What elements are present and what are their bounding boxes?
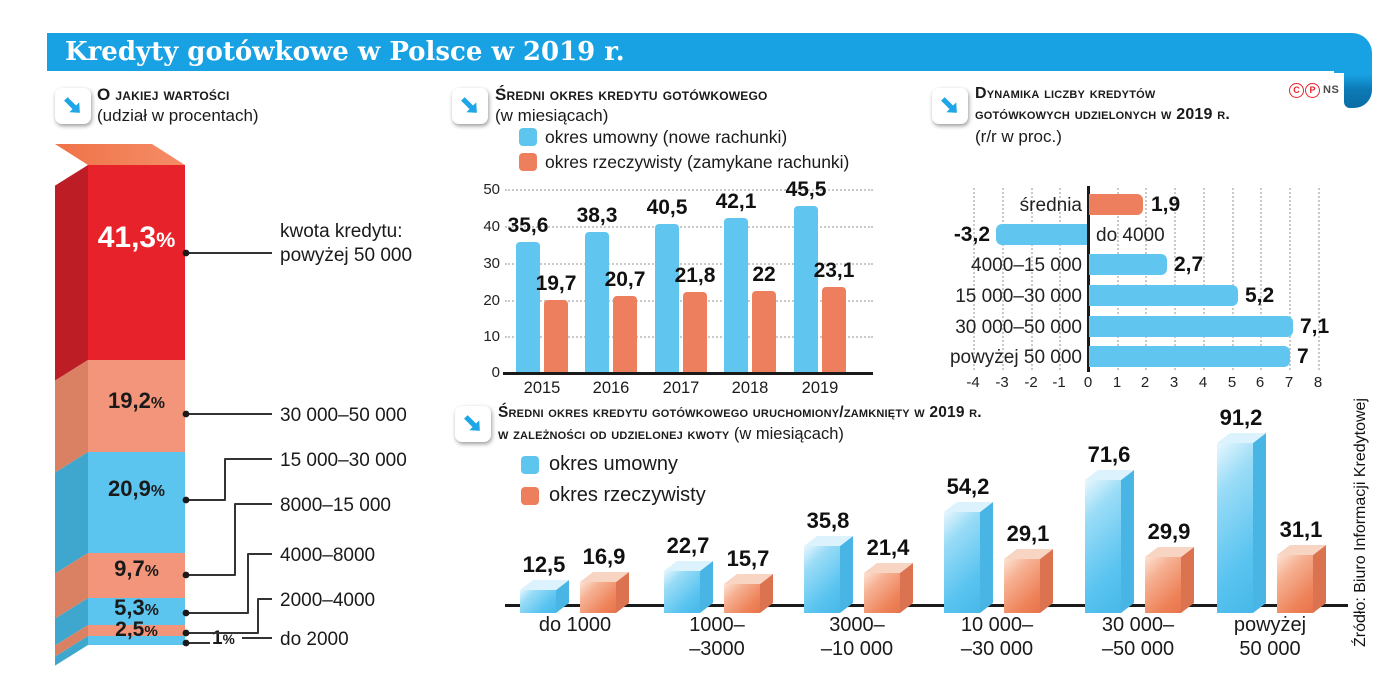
bar-value-label: 31,1 (1279, 517, 1323, 542)
callout-label: 30 000–50 000 (280, 405, 407, 426)
bar-value-label: 12,5 (522, 552, 566, 577)
bar-value-label: 40,5 (646, 196, 688, 219)
hbar-category: średnia (1019, 195, 1082, 216)
hbar-category: 30 000–50 000 (955, 317, 1082, 338)
segment-value-label: 41,3% (97, 221, 176, 254)
bar-value-label: 38,3 (576, 204, 618, 227)
legend-swatch-salmon (521, 487, 539, 505)
dynamics-chart-subtitle: (r/r w proc.) (975, 127, 1062, 146)
y-tick-label: 50 (483, 181, 500, 198)
legend-swatch-blue (519, 128, 537, 146)
segment-value-label: 20,9% (108, 476, 165, 501)
callout-label: 2000–4000 (280, 590, 376, 611)
x-tick-label: -3 (995, 374, 1009, 391)
legend-label: okres rzeczywisty (zamykane rachunki) (545, 152, 850, 172)
gridline (1145, 188, 1147, 370)
value-chart-subtitle: (udział w procentach) (97, 106, 259, 125)
bar-value-label: 21,4 (866, 535, 910, 560)
stacked-column-side-face (55, 165, 88, 666)
group-category-label: powyżej 50 000 (1233, 614, 1307, 660)
stacked-column-chart (55, 138, 185, 648)
segment-value-label: 5,3% (114, 595, 159, 620)
y-tick-label: 40 (483, 218, 500, 235)
x-category-label: 2017 (662, 379, 700, 397)
bar-value-label: 15,7 (726, 546, 770, 571)
page-title: Kredyty gotówkowe w Polsce w 2019 r. (65, 37, 625, 67)
hbar-value: 7 (1297, 345, 1309, 368)
segment-powyzej-50000 (88, 165, 185, 360)
arrow-down-right-icon (457, 93, 483, 119)
source-credit: Źródło: Biuro Informacji Kredytowej (1352, 398, 1369, 647)
x-tick-label: -1 (1052, 374, 1066, 391)
y-tick-label: 30 (483, 255, 500, 272)
x-tick-label: 2 (1140, 374, 1150, 391)
bar-value-label: 35,6 (507, 214, 549, 237)
callout-connectors (180, 230, 280, 660)
bar-rzeczywisty-2015 (544, 300, 568, 372)
dynamics-chart-title-line1: Dynamika liczby kredytów (975, 85, 1156, 102)
legend-label: okres umowny (nowe rachunki) (545, 127, 788, 147)
gridline (1260, 188, 1262, 370)
bar3d-umowny-powyzej-50000 (1217, 443, 1266, 613)
banner-ribbon-fold (1344, 60, 1372, 108)
gridline (1232, 188, 1234, 370)
stacked-column-top-face (55, 138, 185, 168)
dynamics-chart-title-line2: gotówkowych udzielonych w 2019 r. (975, 106, 1231, 123)
gridline (1117, 188, 1119, 370)
hbar-do-4000 (996, 224, 1087, 245)
gridline (1203, 188, 1205, 370)
callout-label: 8000–15 000 (280, 495, 391, 516)
bar-value-label: 42,1 (715, 190, 757, 213)
bar-value-label: 71,6 (1087, 442, 1131, 467)
value-chart-title: O jakiej wartości (97, 85, 230, 104)
hbar-srednia (1089, 194, 1143, 215)
x-tick-label: 6 (1255, 374, 1265, 391)
bar-umowny-2016 (585, 232, 609, 372)
hbar-category: 15 000–30 000 (955, 286, 1082, 307)
bar-value-label: 29,1 (1006, 521, 1050, 546)
x-tick-label: 1 (1112, 374, 1122, 391)
group-category-label: 10 000– –30 000 (960, 614, 1034, 660)
x-category-label: 2018 (731, 379, 769, 397)
section-arrow-icon (932, 88, 968, 124)
bar-umowny-2018 (724, 218, 748, 372)
bar3d-rzeczywisty-powyzej-50000 (1277, 555, 1326, 613)
section-arrow-icon (55, 88, 91, 124)
bar-value-label: 21,8 (674, 264, 716, 287)
callout-heading: kwota kredytu: (280, 221, 403, 242)
bar3d-umowny-30000-50000 (1085, 480, 1134, 613)
amount-chart-title-line2-bold: w zależności od udzielonej kwoty (498, 426, 730, 443)
x-category-label: 2019 (801, 379, 839, 397)
bar-umowny-2019 (794, 206, 818, 372)
period-chart-subtitle: (w miesiącach) (495, 106, 609, 125)
arrow-down-right-icon (60, 93, 86, 119)
gridline (1318, 188, 1320, 370)
legend-swatch-salmon (519, 153, 537, 171)
x-axis (503, 372, 873, 375)
x-tick-label: 3 (1169, 374, 1179, 391)
x-tick-label: -2 (1024, 374, 1038, 391)
bar3d-rzeczywisty-1000-3000 (724, 584, 773, 613)
hbar-4000-15000 (1089, 254, 1167, 275)
section-arrow-icon (452, 88, 488, 124)
bar3d-umowny-1000-3000 (664, 571, 713, 613)
amount-chart-subtitle: (w miesiącach) (733, 425, 844, 443)
hbar-powyzej-50000 (1089, 346, 1290, 367)
period-chart-title: Średni okres kredytu gotówkowego (495, 85, 768, 104)
x-tick-label: 8 (1313, 374, 1323, 391)
callout-label: do 2000 (280, 629, 349, 650)
x-tick-label: 7 (1284, 374, 1294, 391)
bar-value-label: 29,9 (1147, 519, 1191, 544)
group-category-label: 1000– –3000 (689, 614, 745, 660)
y-tick-label: 0 (491, 364, 500, 381)
segment-side (55, 165, 88, 381)
bar-value-label: 35,8 (806, 508, 850, 533)
bar3d-umowny-do-1000 (520, 590, 569, 613)
bar-value-label: 16,9 (582, 544, 626, 569)
hbar-30000-50000 (1089, 316, 1293, 337)
bar-value-label: 20,7 (604, 268, 646, 291)
copyright-icon: C (1289, 83, 1304, 98)
hbar-15000-30000 (1089, 285, 1238, 306)
segment-value-label: 1% (212, 628, 235, 649)
callout-label: powyżej 50 000 (280, 245, 413, 266)
hbar-category: powyżej 50 000 (949, 347, 1082, 368)
amount-chart-title-line2 (498, 425, 844, 444)
segment-value-label: 2,5% (115, 618, 158, 641)
phonogram-icon: P (1305, 83, 1320, 98)
bar-value-label: 22 (752, 263, 776, 286)
hbar-value: 5,2 (1245, 284, 1275, 307)
hbar-value: 7,1 (1300, 315, 1330, 338)
bar-umowny-2017 (655, 224, 679, 372)
section-arrow-icon (455, 406, 491, 442)
x-tick-label: -4 (966, 374, 980, 391)
x-category-label: 2016 (592, 379, 630, 397)
arrow-down-right-icon (460, 411, 486, 437)
arrow-down-right-icon (937, 93, 963, 119)
bar-rzeczywisty-2018 (752, 291, 776, 372)
x-tick-label: 5 (1227, 374, 1237, 391)
x-tick-label: 4 (1198, 374, 1208, 391)
hbar-category: do 4000 (1096, 225, 1165, 246)
hbar-value: 2,7 (1174, 253, 1204, 276)
x-tick-label: 0 (1083, 374, 1093, 391)
bar-value-label: 23,1 (813, 259, 855, 282)
hbar-category: 4000–15 000 (971, 255, 1082, 276)
x-category-label: 2015 (523, 379, 561, 397)
bar-value-label: 19,7 (535, 272, 577, 295)
bar-value-label: 45,5 (785, 178, 827, 201)
agency-initials: NS (1323, 84, 1340, 96)
hbar-value: -3,2 (953, 223, 990, 246)
bar3d-rzeczywisty-30000-50000 (1145, 557, 1194, 613)
bar-rzeczywisty-2017 (683, 292, 707, 372)
bar-value-label: 54,2 (946, 474, 990, 499)
bar-value-label: 91,2 (1219, 405, 1263, 430)
group-category-label: 30 000– –50 000 (1101, 614, 1175, 660)
bar3d-rzeczywisty-10000-30000 (1004, 559, 1053, 613)
bar-rzeczywisty-2019 (822, 287, 846, 372)
hbar-value: 1,9 (1151, 193, 1181, 216)
bar-umowny-2015 (516, 242, 540, 372)
callout-label: 15 000–30 000 (280, 450, 407, 471)
callout-label: 4000–8000 (280, 545, 376, 566)
y-tick-label: 20 (483, 292, 500, 309)
bar3d-umowny-10000-30000 (944, 512, 993, 613)
legend-label: okres umowny (549, 453, 678, 475)
bar3d-rzeczywisty-do-1000 (580, 582, 629, 613)
segment-value-label: 9,7% (114, 556, 159, 581)
group-category-label: do 1000 (538, 614, 612, 636)
legend-swatch-blue (521, 456, 539, 474)
gridline (1289, 188, 1291, 370)
segment-value-label: 19,2% (108, 388, 165, 413)
y-tick-label: 10 (483, 328, 500, 345)
amount-chart-title-line1: Średni okres kredytu gotówkowego uruchomiony/zamknięty w 2019 r. (498, 404, 982, 421)
bar3d-rzeczywisty-3000-10000 (864, 573, 913, 613)
legend-label: okres rzeczywisty (549, 484, 706, 506)
bar3d-umowny-3000-10000 (804, 546, 853, 613)
group-category-label: 3000– –10 000 (820, 614, 894, 660)
bar-rzeczywisty-2016 (613, 296, 637, 372)
segment-15000-30000 (88, 452, 185, 553)
bar-value-label: 22,7 (666, 533, 710, 558)
